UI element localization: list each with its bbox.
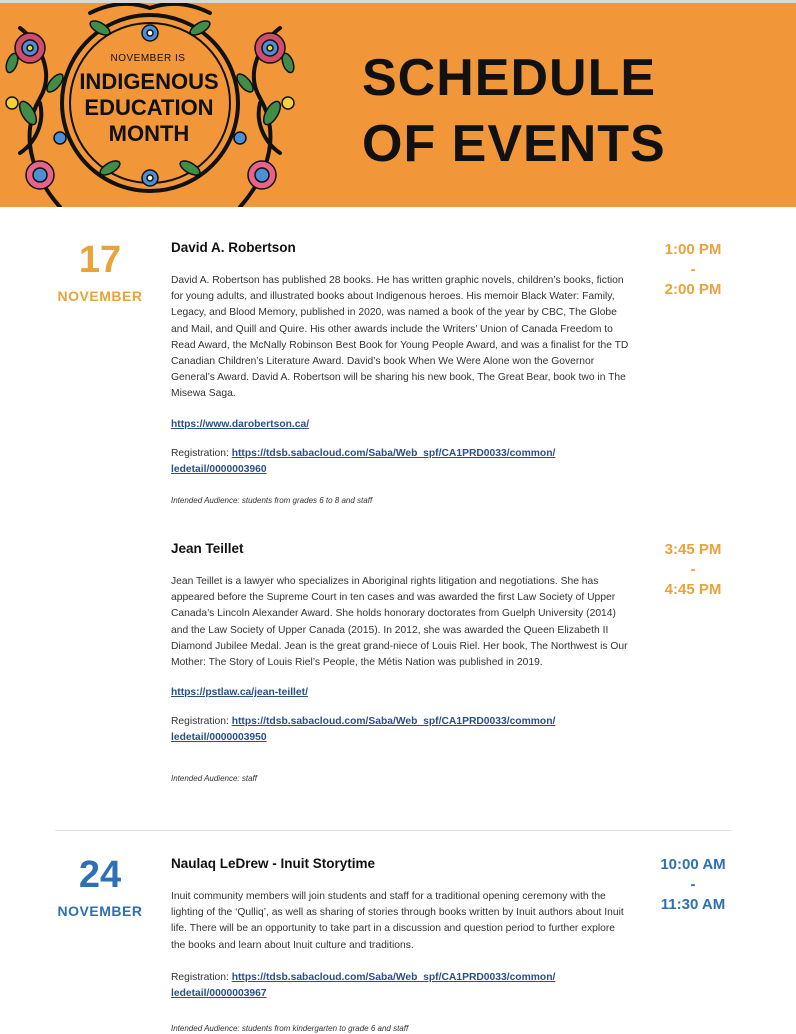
event-name: Naulaq LeDrew - Inuit Storytime bbox=[171, 856, 376, 871]
event-website-link[interactable]: https://pstlaw.ca/jean-teillet/ bbox=[171, 687, 308, 699]
event-name: Jean Teillet bbox=[171, 541, 244, 556]
registration-link-part2[interactable]: ledetail/0000003950 bbox=[171, 732, 267, 744]
badge-title-line1: INDIGENOUS bbox=[79, 69, 219, 94]
event-registration bbox=[171, 446, 631, 478]
event-teillet bbox=[171, 541, 631, 783]
event-audience: Intended Audience: students from kindergarten to grade 6 and staff bbox=[171, 1023, 409, 1033]
date-month: NOVEMBER bbox=[57, 288, 143, 304]
page-title-line1: SCHEDULE bbox=[362, 49, 657, 107]
date-month: NOVEMBER bbox=[57, 903, 143, 919]
page-title bbox=[362, 45, 666, 177]
event-description: Jean Teillet is a lawyer who specializes in Aboriginal rights litigation and negotiations. She has appeared before the Supreme Court in ten cases and was awarded the first Law Society of Upper Canada’s Lincoln Alexander Award. She holds honorary doctorates from Guelph University (2014) and the Law Society of Upper Canada (2015). In 2012, she was awarded the Queen Elizabeth II Diamond Jubilee Medal. Jean is the great grand-niece of Louis Riel. Her book, The Northwest is Our Mother: The Story of Louis Riel’s People, the Métis Nation was published in 2019. bbox=[171, 576, 628, 669]
registration-link-part1[interactable]: https://tdsb.sabacloud.com/Saba/Web_spf/CA1PRD0033/common/ bbox=[231, 716, 556, 728]
registration-link-part1[interactable]: https://tdsb.sabacloud.com/Saba/Web_spf/CA1PRD0033/common/ bbox=[231, 447, 556, 459]
badge-title-line3: MONTH bbox=[108, 121, 190, 146]
event-website-link[interactable]: https://www.darobertson.ca/ bbox=[171, 418, 310, 430]
event-registration bbox=[171, 970, 631, 1002]
time-end: 2:00 PM bbox=[664, 281, 722, 298]
date-day: 24 bbox=[78, 854, 122, 896]
badge-title bbox=[60, 69, 238, 147]
day-divider bbox=[55, 830, 731, 831]
event-robertson bbox=[171, 240, 631, 505]
date-day: 17 bbox=[78, 239, 122, 281]
event-description: Inuit community members will join students and staff for a traditional opening ceremony with the lighting of the ‘Qulliq’, as well as sharing of stories through books written by Inuit authors about Inuit life. There will be an opportunity to take part in a discussion and question period to further explore the books and learn about Inuit culture and traditions. bbox=[171, 891, 624, 951]
event-name: David A. Robertson bbox=[171, 240, 296, 255]
page-title-line2: OF EVENTS bbox=[362, 115, 666, 173]
time-separator: - bbox=[690, 261, 696, 278]
time-end: 11:30 AM bbox=[660, 896, 726, 913]
event-time-teillet bbox=[628, 540, 758, 600]
registration-link-part1[interactable]: https://tdsb.sabacloud.com/Saba/Web_spf/CA1PRD0033/common/ bbox=[231, 971, 556, 983]
date-block-24 bbox=[45, 853, 155, 919]
event-time-ledrew bbox=[628, 855, 758, 915]
event-registration bbox=[171, 714, 631, 746]
event-description: David A. Robertson has published 28 books. He has written graphic novels, children’s books, fiction for young adults, and illustrated books about Indigenous heroes. His memoir Black Water: Family, Legacy, and Blood Memory, published in 2020, was named a book of the year by CBC, The Globe and Mail, and Quill and Quire. His other awards include the Writers’ Union of Canada Freedom to Read Award, the McNally Robinson Best Book for Young People Award, and was a finalist for the TD Canadian Children’s Literature Award. David’s book When We Were Alone won the Governor General’s Award. David A. Robertson will be sharing his new book, The Great Bear, book two in The Misewa Saga. bbox=[171, 275, 629, 400]
time-end: 4:45 PM bbox=[664, 581, 722, 598]
registration-label: Registration: bbox=[171, 971, 229, 983]
event-audience: Intended Audience: students from grades 6 to 8 and staff bbox=[171, 495, 373, 505]
time-start: 1:00 PM bbox=[664, 241, 722, 258]
time-start: 3:45 PM bbox=[664, 541, 722, 558]
time-start: 10:00 AM bbox=[660, 856, 726, 873]
badge-tagline: NOVEMBER IS bbox=[110, 53, 186, 64]
event-time-robertson bbox=[628, 240, 758, 300]
header-banner bbox=[0, 3, 796, 207]
event-audience: Intended Audience: staff bbox=[171, 774, 257, 784]
registration-link-part2[interactable]: ledetail/0000003967 bbox=[171, 987, 267, 999]
badge-title-line2: EDUCATION bbox=[84, 95, 214, 120]
registration-label: Registration: bbox=[171, 447, 229, 459]
date-block-17 bbox=[45, 238, 155, 304]
registration-label: Registration: bbox=[171, 716, 229, 728]
registration-link-part2[interactable]: ledetail/0000003960 bbox=[171, 463, 267, 475]
event-ledrew bbox=[171, 856, 631, 1033]
time-separator: - bbox=[690, 561, 696, 578]
time-separator: - bbox=[690, 876, 696, 893]
